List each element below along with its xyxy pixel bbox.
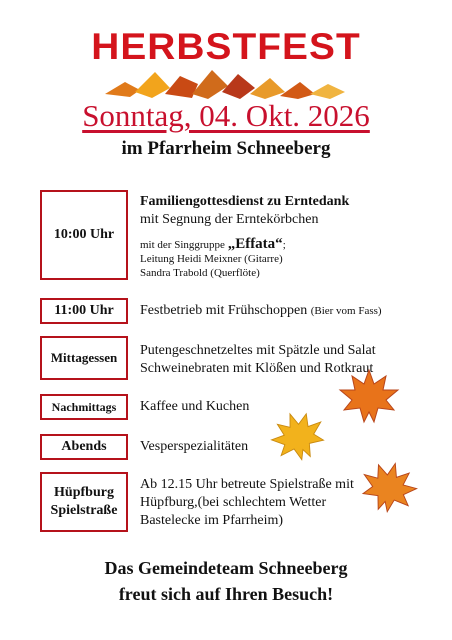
leaf-icon: [310, 84, 345, 99]
schedule-desc-1100: [140, 302, 382, 320]
leaf-icon: [105, 82, 140, 97]
desc-line: Schweinebraten mit Klößen und Rotkraut: [140, 361, 374, 376]
schedule-desc-huepfburg: [140, 476, 354, 530]
time-label: Hüpfburg: [54, 485, 114, 500]
time-box-nachmittags: [40, 394, 128, 420]
time-label: 10:00 Uhr: [53, 227, 115, 242]
desc-note: (Bier vom Fass): [310, 305, 382, 317]
desc-line: Leitung Heidi Meixner (Gitarre): [140, 253, 283, 265]
leaf-icon: [135, 72, 170, 98]
event-location: im Pfarrheim Schneeberg: [121, 138, 331, 159]
leaf-icon: [165, 76, 198, 98]
group-name: „Effata“: [227, 236, 283, 252]
time-label: 11:00 Uhr: [54, 303, 114, 318]
desc-line: Sandra Trabold (Querflöte): [140, 267, 260, 279]
leaf-icon: [222, 74, 255, 99]
desc-line: Putengeschnetzeltes mit Spätzle und Salat: [140, 343, 376, 358]
time-box-huepfburg: [40, 472, 128, 532]
maple-leaf-icon: [360, 460, 418, 514]
schedule-desc-abends: [140, 438, 248, 456]
maple-leaf-icon: [270, 410, 326, 462]
schedule-desc-nachmittags: [140, 398, 249, 416]
desc-line: mit Segnung der Erntekörbchen: [140, 212, 319, 227]
desc-line: Vesperspezialitäten: [140, 439, 249, 454]
time-label: Mittagessen: [50, 350, 118, 365]
time-label: Spielstraße: [50, 503, 118, 518]
desc-line: Kaffee und Kuchen: [140, 399, 250, 414]
desc-line: mit der Singgruppe „Effata“;: [140, 236, 286, 252]
footer-line-1: Das Gemeindeteam Schneeberg: [104, 558, 348, 578]
time-box-1000: [40, 190, 128, 280]
schedule-desc-1000: [140, 193, 349, 280]
event-title: HERBSTFEST: [91, 26, 361, 67]
time-box-abends: [40, 434, 128, 460]
desc-line: Festbetrieb mit Frühschoppen: [140, 303, 308, 318]
time-label: Abends: [61, 439, 107, 454]
footer-line-2: freut sich auf Ihren Besuch!: [118, 584, 334, 604]
event-date: Sonntag, 04. Okt. 2026: [82, 98, 370, 133]
autumn-leaves-garland: [100, 64, 350, 100]
time-label: Nachmittags: [51, 399, 117, 414]
desc-line: Bastelecke im Pfarrheim): [140, 513, 284, 528]
desc-title: Familiengottesdienst zu Erntedank: [140, 194, 350, 209]
maple-leaf-icon: [338, 368, 400, 424]
time-box-1100: [40, 298, 128, 324]
leaf-icon: [280, 82, 315, 99]
desc-line: Ab 12.15 Uhr betreute Spielstraße mit: [140, 477, 354, 492]
desc-line: Hüpfburg,(bei schlechtem Wetter: [140, 495, 327, 510]
time-box-mittagessen: [40, 336, 128, 380]
leaf-icon: [250, 78, 285, 99]
